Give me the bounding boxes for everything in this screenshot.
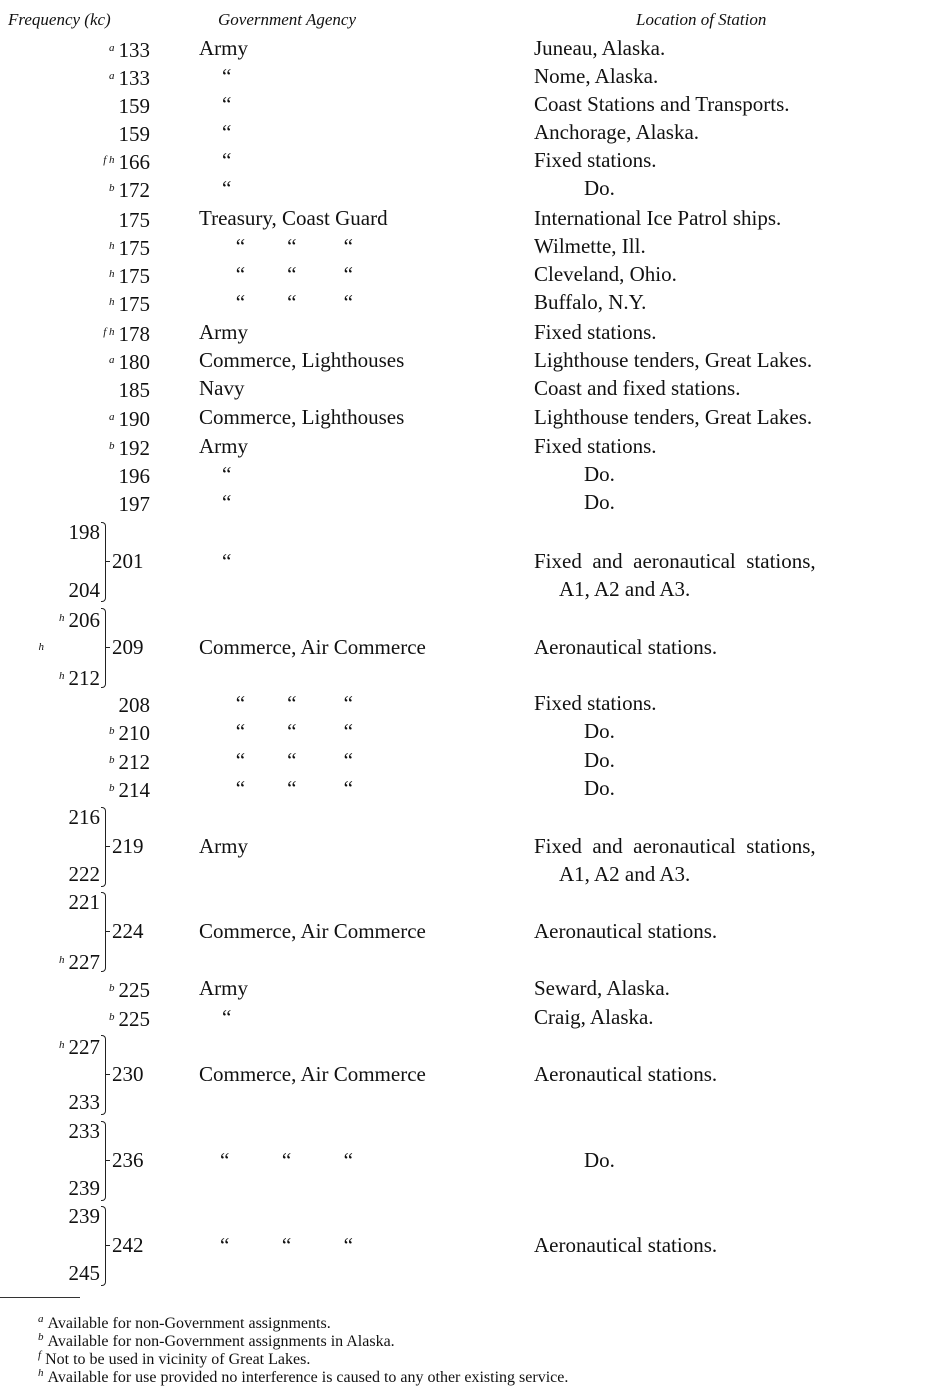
range-frequency: 242 bbox=[112, 1233, 144, 1257]
footnote-text: Available for non-Government assignments in Alaska. bbox=[47, 1333, 395, 1350]
table-row bbox=[0, 174, 933, 202]
frequency-cell bbox=[115, 488, 151, 518]
frequency-cell bbox=[109, 62, 150, 92]
range-frequency: 224 bbox=[112, 919, 144, 943]
location-cell: Lighthouse tenders, Great Lakes. bbox=[534, 348, 813, 372]
location-cell: Buffalo, N.Y. bbox=[534, 290, 647, 314]
footnote-mark: h bbox=[59, 1039, 65, 1051]
frequency-value: 175 bbox=[118, 208, 150, 232]
table-row bbox=[0, 90, 933, 118]
range-end bbox=[59, 662, 100, 692]
footnote-text: Available for non-Government assignments. bbox=[47, 1315, 331, 1332]
frequency-cell bbox=[109, 1003, 150, 1033]
frequency-value: 208 bbox=[118, 693, 150, 717]
frequency-cell bbox=[109, 260, 150, 290]
table-row bbox=[0, 288, 933, 316]
agency-cell: “ “ “ bbox=[199, 262, 353, 286]
agency-cell: “ bbox=[222, 462, 232, 486]
range-group bbox=[0, 803, 933, 889]
range-end: 222 bbox=[68, 862, 100, 886]
location-cell: Fixed and aeronautical stations, bbox=[534, 834, 816, 858]
frequency-cell bbox=[115, 118, 151, 148]
agency-cell: “ “ “ bbox=[199, 776, 353, 800]
frequency-value: 212 bbox=[118, 750, 150, 774]
range-end-value: 212 bbox=[68, 666, 100, 690]
agency-cell: “ “ “ bbox=[199, 290, 353, 314]
footnote-mark: b bbox=[109, 182, 115, 194]
footnote-mark: a bbox=[109, 354, 115, 366]
location-cell: Do. bbox=[584, 490, 615, 514]
range-brace bbox=[101, 608, 106, 688]
agency-cell: “ “ “ bbox=[199, 234, 353, 258]
frequency-value: 159 bbox=[118, 94, 150, 118]
frequency-value: 133 bbox=[118, 38, 150, 62]
footnote-mark: h bbox=[109, 240, 115, 252]
range-group bbox=[0, 518, 933, 606]
range-frequency: 209 bbox=[112, 635, 144, 659]
table-row bbox=[0, 146, 933, 174]
range-brace bbox=[101, 522, 106, 602]
range-brace bbox=[101, 807, 106, 887]
agency-cell: Army bbox=[199, 976, 248, 1000]
location-cell: Coast and fixed stations. bbox=[534, 376, 741, 400]
agency-cell: “ “ “ bbox=[199, 1148, 353, 1172]
range-end bbox=[59, 946, 100, 976]
footnote-mark: h bbox=[59, 954, 65, 966]
range-end: 233 bbox=[68, 1090, 100, 1114]
location-cell: Do. bbox=[584, 748, 615, 772]
table-row bbox=[0, 34, 933, 62]
agency-cell: “ bbox=[222, 92, 232, 116]
range-group bbox=[0, 888, 933, 974]
agency-cell: “ “ “ bbox=[199, 1233, 353, 1257]
table-row bbox=[0, 974, 933, 1002]
range-group bbox=[0, 1031, 933, 1117]
range-start-value: 206 bbox=[68, 608, 100, 632]
agency-cell: Commerce, Air Commerce bbox=[199, 1062, 426, 1086]
agency-cell: Treasury, Coast Guard bbox=[199, 206, 388, 230]
frequency-value: 225 bbox=[118, 1007, 150, 1031]
location-cell-continued: A1, A2 and A3. bbox=[559, 577, 691, 601]
range-start: 198 bbox=[68, 520, 100, 544]
table-row bbox=[0, 346, 933, 374]
range-start-value: 227 bbox=[68, 1035, 100, 1059]
range-brace-tip bbox=[105, 1245, 110, 1246]
frequency-cell bbox=[103, 146, 150, 176]
table-row bbox=[0, 374, 933, 402]
location-cell: Juneau, Alaska. bbox=[534, 36, 666, 60]
location-cell: Aeronautical stations. bbox=[534, 919, 718, 943]
frequency-cell bbox=[109, 717, 150, 747]
footnote-mark: f h bbox=[103, 326, 115, 338]
agency-cell: “ bbox=[222, 64, 232, 88]
agency-cell: Army bbox=[199, 36, 248, 60]
footnote-mark: h bbox=[38, 1367, 44, 1379]
frequency-cell bbox=[115, 204, 151, 234]
frequency-cell bbox=[115, 374, 151, 404]
table-row bbox=[0, 460, 933, 488]
footnote-mark: b bbox=[109, 725, 115, 737]
location-cell: Wilmette, Ill. bbox=[534, 234, 646, 258]
location-cell: Fixed stations. bbox=[534, 434, 657, 458]
table-row bbox=[0, 260, 933, 288]
frequency-cell bbox=[109, 746, 150, 776]
header-location: Location of Station bbox=[636, 10, 767, 29]
frequency-cell bbox=[109, 974, 150, 1004]
location-cell: Coast Stations and Transports. bbox=[534, 92, 790, 116]
frequency-cell bbox=[109, 288, 150, 318]
range-frequency: 236 bbox=[112, 1148, 144, 1172]
location-cell: Lighthouse tenders, Great Lakes. bbox=[534, 405, 813, 429]
agency-cell: Army bbox=[199, 320, 248, 344]
frequency-cell bbox=[109, 774, 150, 804]
frequency-value: 185 bbox=[118, 378, 150, 402]
location-cell: Craig, Alaska. bbox=[534, 1005, 654, 1029]
location-cell: Fixed and aeronautical stations, bbox=[534, 549, 816, 573]
range-brace-tip bbox=[105, 846, 110, 847]
footnote-mark: h bbox=[59, 612, 65, 624]
agency-cell: Army bbox=[199, 834, 248, 858]
agency-cell: Commerce, Air Commerce bbox=[199, 635, 426, 659]
frequency-value: 166 bbox=[118, 150, 150, 174]
table-row bbox=[0, 118, 933, 146]
agency-cell: “ “ “ bbox=[199, 719, 353, 743]
location-cell: International Ice Patrol ships. bbox=[534, 206, 782, 230]
agency-cell: “ bbox=[222, 549, 232, 573]
frequency-value: 214 bbox=[118, 778, 150, 802]
frequency-cell bbox=[109, 346, 150, 376]
frequency-cell bbox=[115, 689, 151, 719]
location-cell: Do. bbox=[584, 776, 615, 800]
footnote-mark: f bbox=[38, 1349, 42, 1361]
frequency-value: 197 bbox=[118, 492, 150, 516]
range-brace-tip bbox=[105, 561, 110, 562]
agency-cell: “ bbox=[222, 148, 232, 172]
frequency-value: 210 bbox=[118, 721, 150, 745]
frequency-cell bbox=[109, 432, 150, 462]
range-brace-tip bbox=[105, 931, 110, 932]
location-cell: Seward, Alaska. bbox=[534, 976, 670, 1000]
location-cell: Cleveland, Ohio. bbox=[534, 262, 677, 286]
table-row bbox=[0, 717, 933, 745]
footnote-text: Available for use provided no interference is caused to any other existing service. bbox=[47, 1369, 569, 1386]
frequency-value: 190 bbox=[118, 407, 150, 431]
range-group bbox=[0, 1117, 933, 1203]
range-brace bbox=[101, 1206, 106, 1286]
agency-cell: “ bbox=[222, 490, 232, 514]
table-row bbox=[0, 746, 933, 774]
footnote-mark: b bbox=[109, 754, 115, 766]
location-cell: Do. bbox=[584, 462, 615, 486]
agency-cell: Navy bbox=[199, 376, 245, 400]
range-brace-tip bbox=[105, 1074, 110, 1075]
agency-cell: “ bbox=[222, 120, 232, 144]
footnote-mark: a bbox=[109, 411, 115, 423]
footnote-mark: h bbox=[59, 670, 65, 682]
range-group bbox=[0, 1202, 933, 1288]
range-end: 245 bbox=[68, 1261, 100, 1285]
frequency-value: 133 bbox=[118, 66, 150, 90]
table-row bbox=[0, 1003, 933, 1031]
range-frequency: 230 bbox=[112, 1062, 144, 1086]
footnote bbox=[38, 1364, 568, 1387]
header-frequency: Frequency (kc) bbox=[8, 10, 111, 29]
agency-cell: Commerce, Lighthouses bbox=[199, 348, 405, 372]
agency-cell: Commerce, Lighthouses bbox=[199, 405, 405, 429]
frequency-cell bbox=[103, 318, 150, 348]
location-cell: Do. bbox=[584, 1148, 615, 1172]
agency-cell: Commerce, Air Commerce bbox=[199, 919, 426, 943]
location-cell: Anchorage, Alaska. bbox=[534, 120, 700, 144]
location-cell: Do. bbox=[584, 719, 615, 743]
frequency-value: 175 bbox=[118, 236, 150, 260]
frequency-value: 172 bbox=[118, 178, 150, 202]
footnote-mark: b bbox=[109, 782, 115, 794]
frequency-value: 180 bbox=[118, 350, 150, 374]
range-start bbox=[59, 1031, 100, 1061]
footnote-mark: a bbox=[109, 70, 115, 82]
frequency-cell bbox=[115, 90, 151, 120]
range-start: 216 bbox=[68, 805, 100, 829]
footnote-mark: h bbox=[38, 641, 44, 653]
range-frequency: 201 bbox=[112, 549, 144, 573]
footnote-mark: b bbox=[38, 1331, 44, 1343]
range-brace bbox=[101, 1121, 106, 1201]
table-row bbox=[0, 318, 933, 346]
footnote-mark: b bbox=[109, 1011, 115, 1023]
footnote-mark: b bbox=[109, 982, 115, 994]
frequency-cell bbox=[109, 34, 150, 64]
footnote-mark: h bbox=[109, 268, 115, 280]
footnote-mark: a bbox=[109, 42, 115, 54]
range-brace bbox=[101, 1035, 106, 1115]
range-start: 221 bbox=[68, 890, 100, 914]
location-cell: Do. bbox=[584, 176, 615, 200]
range-end: 204 bbox=[68, 578, 100, 602]
location-cell: Fixed stations. bbox=[534, 148, 657, 172]
agency-cell: “ bbox=[222, 176, 232, 200]
range-brace bbox=[101, 892, 106, 972]
range-start: 239 bbox=[68, 1204, 100, 1228]
range-brace-tip bbox=[105, 1160, 110, 1161]
location-cell: Fixed stations. bbox=[534, 320, 657, 344]
frequency-cell bbox=[109, 174, 150, 204]
table-row bbox=[0, 232, 933, 260]
location-cell-continued: A1, A2 and A3. bbox=[559, 862, 691, 886]
frequency-value: 159 bbox=[118, 122, 150, 146]
footnote-mark: a bbox=[38, 1313, 44, 1325]
location-cell: Nome, Alaska. bbox=[534, 64, 659, 88]
table-row bbox=[0, 62, 933, 90]
table-row bbox=[0, 204, 933, 232]
frequency-value: 175 bbox=[118, 264, 150, 288]
footnote-mark: f h bbox=[103, 154, 115, 166]
location-cell: Fixed stations. bbox=[534, 691, 657, 715]
footnote-text: Not to be used in vicinity of Great Lakes. bbox=[45, 1351, 311, 1368]
range-end: 239 bbox=[68, 1176, 100, 1200]
range-mid-mark bbox=[39, 633, 49, 663]
frequency-value: 196 bbox=[118, 464, 150, 488]
range-start: 233 bbox=[68, 1119, 100, 1143]
range-group bbox=[0, 604, 933, 690]
table-row bbox=[0, 774, 933, 802]
table-row bbox=[0, 432, 933, 460]
frequency-value: 178 bbox=[118, 322, 150, 346]
range-brace-tip bbox=[105, 647, 110, 648]
location-cell: Aeronautical stations. bbox=[534, 635, 718, 659]
location-cell: Aeronautical stations. bbox=[534, 1233, 718, 1257]
frequency-cell bbox=[109, 232, 150, 262]
frequency-value: 225 bbox=[118, 978, 150, 1002]
agency-cell: Army bbox=[199, 434, 248, 458]
range-frequency: 219 bbox=[112, 834, 144, 858]
table-row bbox=[0, 403, 933, 431]
table-row bbox=[0, 689, 933, 717]
footnote-mark: h bbox=[109, 296, 115, 308]
agency-cell: “ bbox=[222, 1005, 232, 1029]
frequency-value: 175 bbox=[118, 292, 150, 316]
agency-cell: “ “ “ bbox=[199, 748, 353, 772]
location-cell: Aeronautical stations. bbox=[534, 1062, 718, 1086]
header-agency: Government Agency bbox=[218, 10, 356, 29]
agency-cell: “ “ “ bbox=[199, 691, 353, 715]
range-start bbox=[59, 604, 100, 634]
frequency-cell bbox=[109, 403, 150, 433]
range-end-value: 227 bbox=[68, 950, 100, 974]
table-row bbox=[0, 488, 933, 516]
footnote-divider bbox=[0, 1297, 80, 1298]
footnote-mark: b bbox=[109, 440, 115, 452]
frequency-cell bbox=[115, 460, 151, 490]
frequency-value: 192 bbox=[118, 436, 150, 460]
